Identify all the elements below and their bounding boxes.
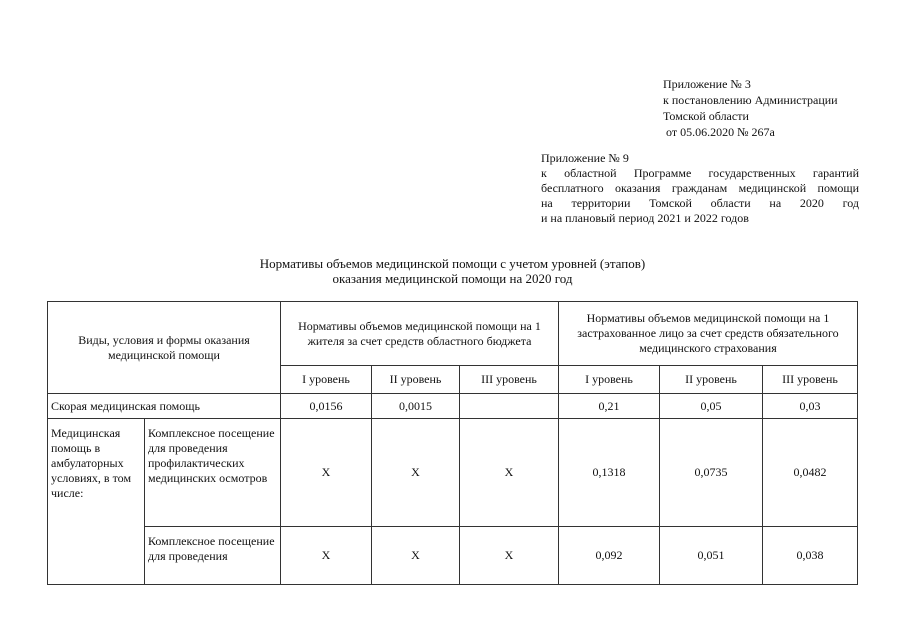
document-title-line-1: Нормативы объемов медицинской помощи с учетом уровней (этапов) bbox=[259, 256, 646, 271]
header-level-cell: I уровень bbox=[281, 366, 372, 394]
table-row bbox=[48, 527, 858, 585]
document-title bbox=[0, 256, 905, 286]
value-cell: 0,0482 bbox=[763, 419, 858, 527]
header-oms-cell: Нормативы объемов медицинской помощи на 1 застрахованное лицо за счет средств обязательного медицинского страхования bbox=[559, 302, 858, 366]
header-level-cell: I уровень bbox=[559, 366, 660, 394]
value-cell: 0,0735 bbox=[660, 419, 763, 527]
appendix-3-title: Приложение № 3 bbox=[663, 77, 751, 91]
table-row bbox=[48, 394, 858, 419]
value-cell: X bbox=[281, 527, 372, 585]
value-cell: 0,038 bbox=[763, 527, 858, 585]
header-level-cell: III уровень bbox=[460, 366, 559, 394]
header-level-cell: II уровень bbox=[372, 366, 460, 394]
value-cell: X bbox=[372, 419, 460, 527]
appendix-3-resolution: к постановлению Администрации bbox=[663, 93, 838, 107]
norms-table bbox=[47, 301, 858, 585]
document-title-line-2: оказания медицинской помощи на 2020 год bbox=[332, 271, 573, 286]
table-row bbox=[48, 419, 858, 527]
row-label-cell: Скорая медицинская помощь bbox=[48, 394, 281, 419]
value-cell: 0,092 bbox=[559, 527, 660, 585]
appendix-9-line-5: и на плановый период 2021 и 2022 годов bbox=[541, 211, 749, 225]
value-cell: X bbox=[372, 527, 460, 585]
value-cell: 0,03 bbox=[763, 394, 858, 419]
value-cell: 0,051 bbox=[660, 527, 763, 585]
value-cell: X bbox=[460, 419, 559, 527]
appendix-9-line-4: на территории Томской области на 2020 год bbox=[541, 196, 859, 210]
sub-row-label-cell: Комплексное посещение для проведения bbox=[145, 527, 281, 585]
appendix-3-region: Томской области bbox=[663, 109, 749, 123]
header-level-cell: II уровень bbox=[660, 366, 763, 394]
value-cell bbox=[460, 394, 559, 419]
header-kinds-cell: Виды, условия и формы оказания медицинской помощи bbox=[48, 302, 281, 394]
value-cell: 0,21 bbox=[559, 394, 660, 419]
appendix-3-date: от 05.06.2020 № 267а bbox=[666, 125, 775, 139]
value-cell: 0,05 bbox=[660, 394, 763, 419]
value-cell: 0,1318 bbox=[559, 419, 660, 527]
appendix-9-title: Приложение № 9 bbox=[541, 151, 629, 165]
value-cell: 0,0015 bbox=[372, 394, 460, 419]
sub-row-label-cell: Комплексное посещение для проведения профилактических медицинских осмотров bbox=[145, 419, 281, 527]
header-level-cell: III уровень bbox=[763, 366, 858, 394]
appendix-9-line-3: бесплатного оказания гражданам медицинской помощи bbox=[541, 181, 859, 195]
table-header-row bbox=[48, 302, 858, 366]
appendix-9-line-2: к областной Программе государственных гарантий bbox=[541, 166, 859, 180]
appendix-9-block bbox=[541, 151, 859, 226]
appendix-3-block bbox=[663, 76, 838, 140]
group-label-cell: Медицинская помощь в амбулаторных условиях, в том числе: bbox=[48, 419, 145, 585]
value-cell: X bbox=[281, 419, 372, 527]
header-regional-budget-cell: Нормативы объемов медицинской помощи на 1 жителя за счет средств областного бюджета bbox=[281, 302, 559, 366]
value-cell: X bbox=[460, 527, 559, 585]
value-cell: 0,0156 bbox=[281, 394, 372, 419]
